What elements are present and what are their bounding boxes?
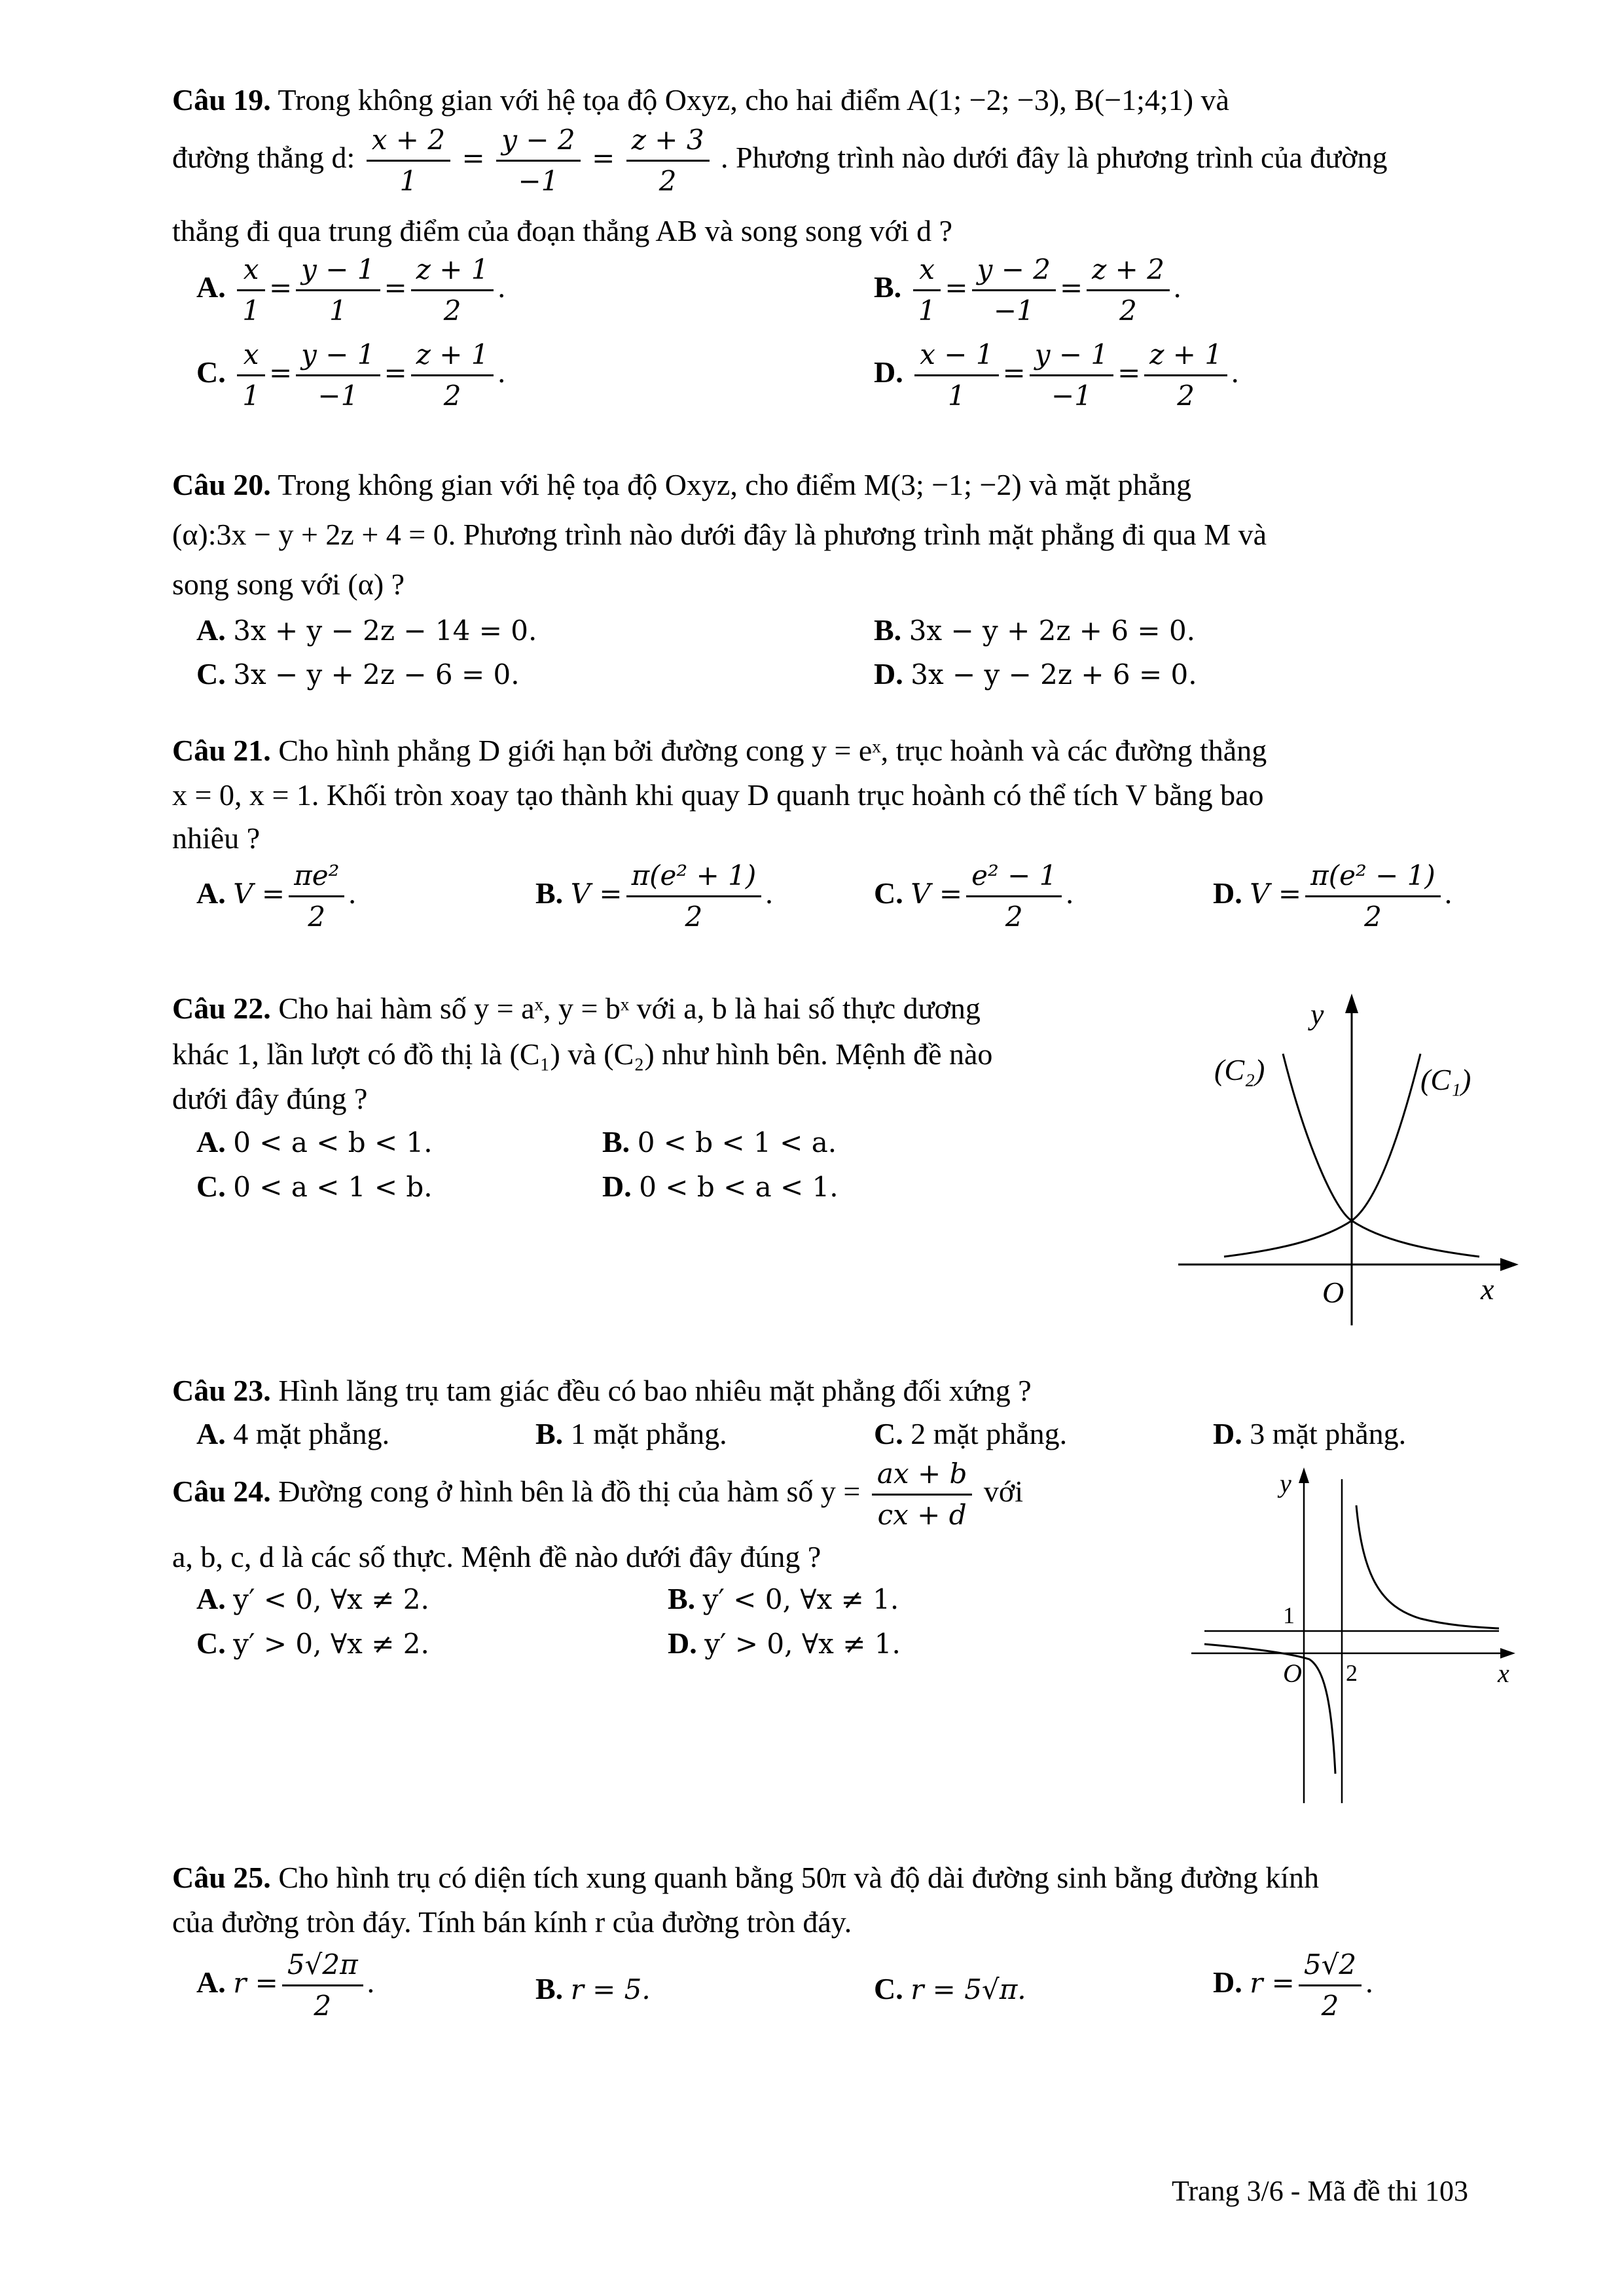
q25-option-d-lhs: r = [1250,1967,1295,2000]
q20-option-b-label: B. [874,613,902,647]
page-footer: Trang 3/6 - Mã đề thi 103 [1172,2175,1469,2207]
q20-line1 [172,470,1191,500]
q24-line1 [172,1460,1023,1530]
q21-text-3: nhiêu ? [172,821,261,855]
q24-label: Câu 24. [172,1475,271,1509]
q19-c-d3: 2 [443,380,461,412]
q19-b-d3: 2 [1119,295,1137,327]
q21-b-num: π(e² + 1) [626,861,762,897]
q19-frac-2-num: y − 2 [496,126,580,162]
q23-line1 [172,1376,1032,1406]
q24-option-b[interactable] [668,1584,899,1614]
q21-option-a[interactable]: A. V = $\frac{\text{πe²}}{2}$ . [196,859,356,933]
q20-text-2: (α):3x − y + 2z + 4 = 0. Phương trình nào dưới đây là phương trình mặt phẳng đi qua M và [172,518,1267,551]
q23-option-c[interactable] [874,1419,1067,1449]
q19-a-d1: 1 [242,295,260,327]
q19-d-n3: z + 1 [1144,340,1227,376]
q24-option-d-label: D. [668,1626,697,1660]
q24-frac-num: ax + b [872,1460,973,1496]
q19-c-d1: 1 [242,380,260,412]
q22-option-a[interactable] [196,1127,433,1157]
q21-line1 [172,736,1267,766]
q22-line2 [172,1039,992,1069]
q24-option-b-label: B. [668,1582,696,1615]
q19-frac-1 [367,126,450,196]
q19-b-n3: z + 2 [1087,255,1170,291]
q19-option-a[interactable]: A. $\frac{x}{1}$ = $\frac{y - 1}{1}$ = $\frac{z + 1}{2}$ . [196,253,505,327]
q21-option-a-lhs: V = [233,878,285,910]
q25-d-num: 5√2 [1299,1950,1362,1986]
q24-option-c[interactable] [196,1628,429,1659]
q25-a-den: 2 [314,1990,332,2022]
q19-text-2a: đường thẳng d: [172,141,355,175]
q24-text-1b: với [983,1475,1023,1509]
q21-option-c-lhs: V = [911,878,963,910]
q19-b-d2: −1 [993,295,1034,327]
q19-frac-1-den: 1 [399,165,418,198]
q22-line3 [172,1084,367,1114]
q21-line2 [172,780,1264,810]
q19-line1 [172,85,1229,115]
q21-c-num: e² − 1 [966,861,1062,897]
q19-option-c[interactable]: C. $\frac{x}{1}$ = $\frac{y - 1}{-1}$ = $\frac{z + 1}{2}$ . [196,338,505,412]
q20-option-d[interactable] [874,659,1197,689]
q19-text-2b: . Phương trình nào dưới đây là phương trình của đường [721,141,1388,175]
q22-option-b-text: 0 < b < 1 < a. [637,1126,837,1158]
q22-text-2: khác 1, lần lượt có đồ thị là (C₁) và (C₂) như hình bên. Mệnh đề nào [172,1037,993,1071]
q19-option-d-label: D. [874,355,903,389]
q19-text-3: thẳng đi qua trung điểm của đoạn thẳng AB và song song với d ? [172,214,953,247]
q22-option-d-label: D. [602,1170,632,1203]
q19-line3 [172,216,952,246]
q22-label-c2: (C₂) [1214,1053,1265,1086]
q22-y-axis-arrow [1345,994,1358,1013]
q19-frac-3-den: 2 [659,165,677,198]
q19-option-d[interactable]: D. $\frac{x - 1}{1}$ = $\frac{y - 1}{-1}$ = $\frac{z + 1}{2}$ . [874,338,1239,412]
q19-frac-3 [626,126,710,196]
q24-option-a-text: y′ < 0, ∀x ≠ 2. [233,1583,429,1615]
q20-label: Câu 20. [172,468,271,501]
q24-hyperbola-graph [1185,1460,1532,1813]
q22-x-axis-arrow [1500,1258,1519,1271]
q19-label: Câu 19. [172,83,271,117]
q22-text-1: Cho hai hàm số y = aˣ, y = bˣ với a, b là hai số thực dương [278,992,981,1025]
q20-option-d-label: D. [874,657,903,691]
q23-option-b-label: B. [535,1417,564,1450]
q25-option-b-label: B. [535,1972,564,2005]
q24-y-axis-arrow [1299,1467,1309,1483]
q20-option-c-text: 3x − y + 2z − 6 = 0. [233,658,520,691]
q24-option-c-label: C. [196,1626,226,1660]
q22-text-3: dưới đây đúng ? [172,1082,368,1115]
q19-d-d2: −1 [1051,380,1092,412]
q21-option-b[interactable]: B. V = $\frac{\text{π(e² + 1)}}{2}$ . [535,859,773,933]
q24-label-two: 2 [1346,1660,1358,1686]
q24-label-y: y [1280,1469,1291,1498]
q20-line3 [172,569,405,600]
q21-line3 [172,823,260,853]
q21-option-b-lhs: V = [570,878,623,910]
q25-text-1: Cho hình trụ có diện tích xung quanh bằng 50π và độ dài đường sinh bằng đường kính [278,1861,1320,1894]
q20-option-a-label: A. [196,613,226,647]
q25-option-a-lhs: r = [233,1967,278,2000]
q21-option-a-label: A. [196,876,226,910]
q19-text-1: Trong không gian với hệ tọa độ Oxyz, cho hai điểm A(1; −2; −3), B(−1;4;1) và [278,83,1229,117]
q22-option-c-text: 0 < a < 1 < b. [233,1171,433,1203]
q24-label-one: 1 [1283,1602,1295,1628]
q21-label: Câu 21. [172,734,271,767]
q24-option-c-text: y′ > 0, ∀x ≠ 2. [233,1628,429,1660]
q22-line1 [172,994,981,1024]
q19-b-n1: x [913,255,941,291]
q22-exponential-graph [1165,982,1532,1335]
q21-a-den: 2 [308,901,326,933]
q19-option-b[interactable]: B. $\frac{x}{1}$ = $\frac{y - 2}{-1}$ = $\frac{z + 2}{2}$ . [874,253,1182,327]
q23-option-d-text: 3 mặt phẳng. [1250,1417,1407,1450]
q20-option-c[interactable] [196,659,520,689]
q19-frac-2 [496,126,580,196]
q22-label: Câu 22. [172,992,271,1025]
q23-option-d[interactable] [1213,1419,1406,1449]
q25-line1 [172,1863,1319,1893]
q19-c-d2: −1 [317,380,359,412]
q24-option-a-label: A. [196,1582,226,1615]
q19-d-d3: 2 [1177,380,1195,412]
q24-option-b-text: y′ < 0, ∀x ≠ 1. [702,1583,899,1615]
q20-option-d-text: 3x − y − 2z + 6 = 0. [911,658,1197,691]
q21-c-den: 2 [1005,901,1023,933]
q21-d-num: π(e² − 1) [1305,861,1441,897]
q24-fraction [872,1460,973,1530]
q21-option-c[interactable]: C. V = $\frac{\text{e² − 1}}{2}$ . [874,859,1074,933]
q25-d-den: 2 [1321,1990,1339,2022]
q21-text-2: x = 0, x = 1. Khối tròn xoay tạo thành khi quay D quanh trục hoành có thể tích V bằng bao [172,778,1264,812]
q20-option-a-text: 3x + y − 2z − 14 = 0. [233,615,537,647]
q22-option-c-label: C. [196,1170,226,1203]
q25-text-2: của đường tròn đáy. Tính bán kính r của đường tròn đáy. [172,1905,852,1939]
q24-lower-branch [1204,1644,1335,1774]
q23-option-b-text: 1 mặt phẳng. [570,1417,727,1450]
q24-text-1a: Đường cong ở hình bên là đồ thị của hàm số y = [278,1475,861,1509]
q25-option-d-label: D. [1213,1965,1242,2000]
q22-label-origin: O [1322,1276,1344,1309]
q25-option-b-text: r = 5. [570,1973,651,2005]
q20-text-1: Trong không gian với hệ tọa độ Oxyz, cho điểm M(3; −1; −2) và mặt phẳng [278,468,1192,501]
q20-line2 [172,520,1267,550]
q19-c-n1: x [237,340,265,376]
q25-label: Câu 25. [172,1861,271,1894]
q22-option-d[interactable] [602,1172,839,1202]
q24-option-d-text: y′ > 0, ∀x ≠ 1. [704,1628,901,1660]
q19-line2: đường thẳng d: $\frac{x + 2}{1}$ = $\frac{y - 2}{-1}$ = $\frac{z + 3}{2}$ . Phương trình nào dưới đây là phương trình của đường [172,124,1388,198]
q20-option-b[interactable] [874,615,1195,645]
q20-option-b-text: 3x − y + 2z + 6 = 0. [909,615,1196,647]
q22-option-a-text: 0 < a < b < 1. [233,1126,433,1158]
q25-option-c-label: C. [874,1972,903,2005]
q24-line2 [172,1542,821,1572]
q19-frac-1-num: x + 2 [367,126,450,162]
q22-label-y: y [1310,997,1324,1031]
q19-option-a-label: A. [196,270,226,304]
q22-option-a-label: A. [196,1125,226,1158]
q23-text-1: Hình lăng trụ tam giác đều có bao nhiêu mặt phẳng đối xứng ? [278,1374,1032,1407]
q25-line2 [172,1907,852,1937]
q21-option-c-label: C. [874,876,903,910]
q23-option-a-label: A. [196,1417,226,1450]
q21-option-d-label: D. [1213,876,1242,910]
q25-option-d[interactable]: D. r = $\frac{5√2}{2}$ . [1213,1948,1373,2022]
q21-b-den: 2 [685,901,703,933]
q23-option-a[interactable] [196,1419,389,1449]
q24-label-x: x [1498,1659,1509,1688]
q19-d-d1: 1 [948,380,965,412]
q19-option-b-label: B. [874,270,902,304]
q25-option-b[interactable] [535,1974,651,2004]
q19-frac-2-den: −1 [518,165,559,198]
q21-a-num: πe² [289,861,344,897]
q24-text-2: a, b, c, d là các số thực. Mệnh đề nào dưới đây đúng ? [172,1540,821,1573]
q22-option-d-text: 0 < b < a < 1. [639,1171,839,1203]
q25-option-a-label: A. [196,1965,226,2000]
q25-option-a[interactable]: A. r = $\frac{5√2\pi}{2}$ . [196,1948,375,2022]
q19-c-n2: y − 1 [296,340,380,376]
q24-option-d[interactable] [668,1628,901,1659]
q23-label: Câu 23. [172,1374,271,1407]
q19-d-n1: x − 1 [914,340,998,376]
q19-frac-3-num: z + 3 [626,126,710,162]
q20-text-3: song song với (α) ? [172,567,405,601]
q21-option-b-label: B. [535,876,564,910]
q23-option-b[interactable] [535,1419,727,1449]
q19-a-n2: y − 1 [296,255,380,291]
q24-label-origin: O [1283,1659,1302,1688]
q22-label-x: x [1481,1272,1494,1306]
q21-option-d[interactable]: D. V = $\frac{\text{π(e² − 1)}}{2}$ . [1213,859,1453,933]
q19-a-n1: x [237,255,265,291]
q24-upper-branch [1356,1505,1499,1628]
q19-a-n3: z + 1 [411,255,494,291]
q19-b-d1: 1 [918,295,936,327]
q19-c-n3: z + 1 [411,340,494,376]
q23-option-c-label: C. [874,1417,903,1450]
q21-option-d-lhs: V = [1250,878,1302,910]
q25-option-c[interactable] [874,1974,1026,2004]
q19-b-n2: y − 2 [972,255,1056,291]
q22-label-c1: (C₁) [1420,1063,1471,1096]
q21-text-1: Cho hình phẳng D giới hạn bởi đường cong y = eˣ, trục hoành và các đường thẳng [278,734,1267,767]
q22-option-c[interactable] [196,1172,433,1202]
q25-a-num: 5√2π [282,1950,363,1986]
q22-option-b-label: B. [602,1125,630,1158]
q24-frac-den: cx + d [877,1499,967,1532]
q24-option-a[interactable] [196,1584,429,1614]
q23-option-a-text: 4 mặt phẳng. [233,1417,390,1450]
q23-option-d-label: D. [1213,1417,1242,1450]
q24-x-axis-arrow [1500,1648,1515,1659]
q19-a-d2: 1 [329,295,347,327]
q19-d-n2: y − 1 [1030,340,1113,376]
q22-option-b[interactable] [602,1127,837,1157]
q21-d-den: 2 [1364,901,1382,933]
q23-option-c-text: 2 mặt phẳng. [911,1417,1068,1450]
q19-option-c-label: C. [196,355,226,389]
q20-option-c-label: C. [196,657,226,691]
q20-option-a[interactable] [196,615,537,645]
q25-option-c-text: r = 5√π. [911,1973,1026,2005]
q19-a-d3: 2 [443,295,461,327]
